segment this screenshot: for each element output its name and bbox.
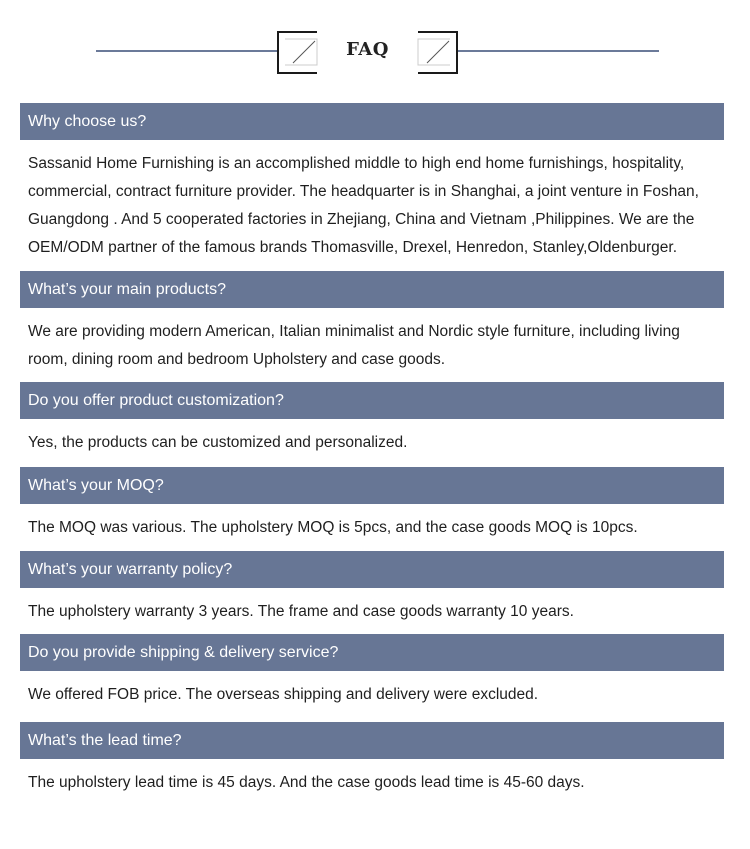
- faq-item-shipping: [20, 634, 724, 709]
- header-divider-left: [96, 50, 277, 52]
- faq-question: What’s your main products?: [20, 271, 724, 308]
- faq-title-frame: [277, 31, 458, 74]
- faq-question: What’s your MOQ?: [20, 467, 724, 504]
- faq-item-lead-time: [20, 722, 724, 797]
- faq-item-main-products: [20, 271, 724, 374]
- faq-item-customization: [20, 382, 724, 457]
- faq-answer: We offered FOB price. The overseas shipping and delivery were excluded.: [28, 686, 539, 703]
- faq-answer: We are providing modern American, Italian minimalist and Nordic style furniture, including living room, dining room and bedroom Upholstery and case goods.: [28, 323, 680, 368]
- faq-answer: The upholstery lead time is 45 days. And the case goods lead time is 45-60 days.: [28, 774, 585, 791]
- faq-item-warranty: [20, 551, 724, 626]
- faq-answer: Yes, the products can be customized and personalized.: [28, 434, 408, 451]
- faq-header: [0, 0, 750, 90]
- header-divider-right: [458, 50, 659, 52]
- faq-title: FAQ: [346, 39, 389, 60]
- faq-question: What’s your warranty policy?: [20, 551, 724, 588]
- faq-answer: The upholstery warranty 3 years. The frame and case goods warranty 10 years.: [28, 603, 574, 620]
- faq-question: Do you offer product customization?: [20, 382, 724, 419]
- faq-question: Do you provide shipping & delivery service?: [20, 634, 724, 671]
- faq-question: What’s the lead time?: [20, 722, 724, 759]
- faq-item-why-choose-us: [20, 103, 724, 262]
- faq-item-moq: [20, 467, 724, 542]
- faq-question: Why choose us?: [20, 103, 724, 140]
- faq-answer: The MOQ was various. The upholstery MOQ is 5pcs, and the case goods MOQ is 10pcs.: [28, 519, 638, 536]
- faq-answer: Sassanid Home Furnishing is an accomplished middle to high end home furnishings, hospitality, commercial, contract furniture provider. The headquarter is in Shanghai, a joint venture in Foshan, Guangdong . And 5 cooperated factories in Zhejiang, China and Vietnam ,Philippines. We are the OEM/ODM partner of the famous brands Thomasville, Drexel, Henredon, Stanley,Oldenburger.: [28, 155, 699, 256]
